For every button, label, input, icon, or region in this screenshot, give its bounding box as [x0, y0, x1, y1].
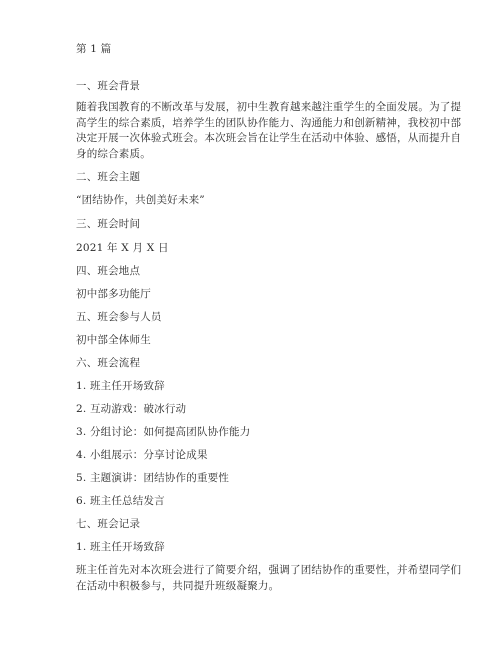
process-item: 4. 小组展示：分享讨论成果: [76, 449, 208, 461]
theme-text: “团结协作，共创美好未来”: [76, 194, 205, 206]
process-item: 1. 班主任开场致辞: [76, 380, 165, 392]
section-heading-participants: 五、班会参与人员: [76, 311, 162, 323]
time-text: 2021 年 X 月 X 日: [76, 242, 169, 254]
process-item: 2. 互动游戏：破冰行动: [76, 403, 187, 415]
location-text: 初中部多功能厅: [76, 288, 151, 300]
background-paragraph: [76, 100, 462, 162]
section-heading-time: 三、班会时间: [76, 218, 141, 230]
paragraph-line: 班主任首先对本次班会进行了简要介绍，强调了团结协作的重要性，并希望同学们: [76, 564, 462, 576]
record-item: 1. 班主任开场致辞: [76, 541, 165, 553]
paragraph-line: 在活动中积极参与，共同提升班级凝聚力。: [76, 579, 280, 592]
participants-text: 初中部全体师生: [76, 334, 151, 346]
section-heading-theme: 二、班会主题: [76, 171, 141, 183]
section-heading-record: 七、班会记录: [76, 518, 141, 530]
process-item: 6. 班主任总结发言: [76, 495, 165, 507]
paragraph-line: 高学生的综合素质，培养学生的团队协作能力、沟通能力和创新精神，我校初中部: [76, 116, 462, 129]
section-heading-process: 六、班会流程: [76, 357, 141, 369]
section-heading-background: 一、班会背景: [76, 80, 141, 92]
paragraph-line: 身的综合素质。: [76, 147, 151, 160]
paragraph-line: 决定开展一次体验式班会。本次班会旨在让学生在活动中体验、感悟，从而提升自: [76, 132, 462, 144]
process-item: 3. 分组讨论：如何提高团队协作能力: [76, 426, 251, 438]
record-paragraph: [76, 563, 462, 594]
process-item: 5. 主题演讲：团结协作的重要性: [76, 472, 230, 484]
part-label: 第 1 篇: [76, 43, 112, 55]
section-heading-location: 四、班会地点: [76, 265, 141, 277]
paragraph-line: 随着我国教育的不断改革与发展，初中生教育越来越注重学生的全面发展。为了提: [76, 101, 462, 113]
